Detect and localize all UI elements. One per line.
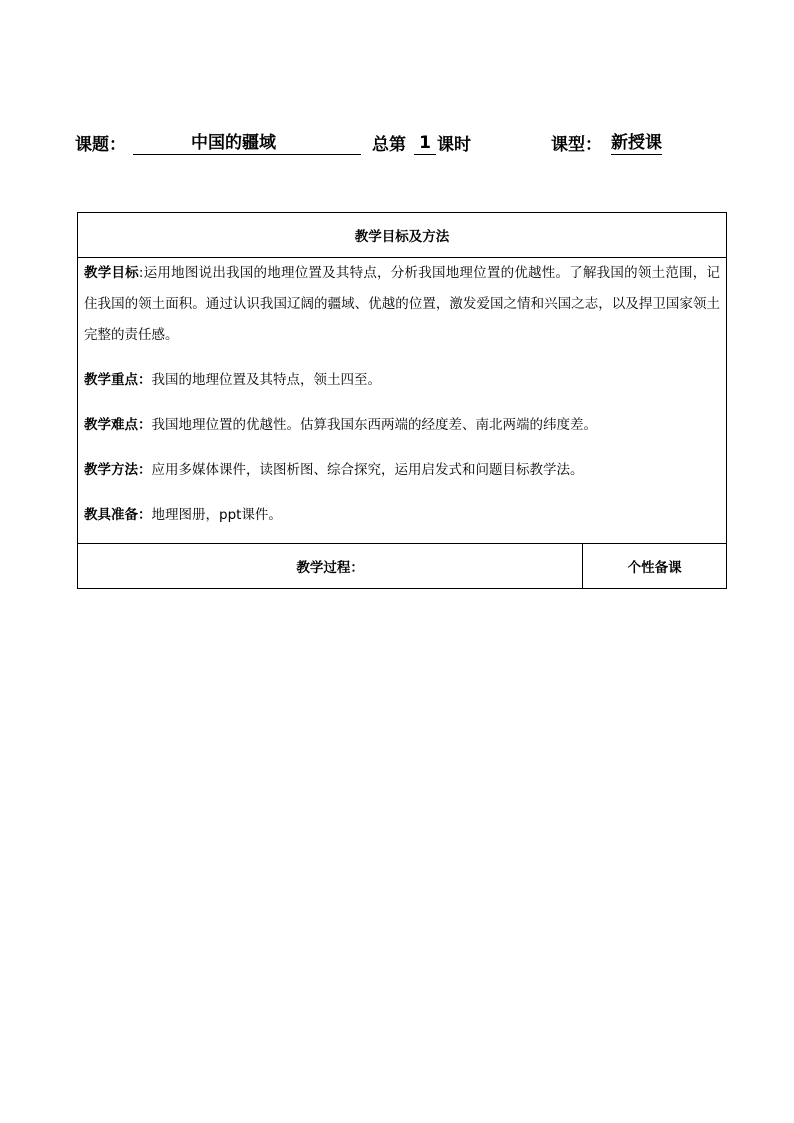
lesson-plan-table [77,212,727,589]
methods-text: 应用多媒体课件，读图析图、综合探究，运用启发式和问题目标教学法。 [151,462,584,478]
materials-label: 教具准备： [84,507,152,523]
objectives-paragraph [84,258,720,351]
topic-label: 课题： [75,135,126,155]
section-title: 教学目标及方法 [78,213,727,258]
type-value: 新授课 [611,133,662,153]
topic-value: 中国的疆域 [133,132,361,155]
teaching-process-header: 教学过程： [78,544,583,589]
objectives-label: 教学目标 [84,265,139,281]
key-points-text: 我国的地理位置及其特点，领土四至。 [151,372,381,388]
materials-paragraph [84,500,720,531]
objectives-text: :运用地图说出我国的地理位置及其特点，分析我国地理位置的优越性。了解我国的领土范围，记住我国的领土面积。通过认识我国辽阔的疆域、优越的位置，激发爱国之情和兴国之志，以及捍卫国家领土完整的责任感。 [84,265,720,343]
methods-paragraph [84,455,720,486]
difficulties-text: 我国地理位置的优越性。估算我国东西两端的经度差、南北两端的纬度差。 [151,417,597,433]
methods-label: 教学方法： [84,462,152,478]
total-lesson-number: 1 [414,132,436,155]
difficulties-label: 教学难点： [84,417,152,433]
lesson-header [75,132,715,158]
key-points-label: 教学重点： [84,372,152,388]
objectives-content [78,258,727,544]
materials-text: 地理图册，ppt课件。 [151,507,282,523]
key-points-paragraph [84,365,720,396]
total-suffix: 课时 [437,135,471,155]
personal-notes-header: 个性备课 [583,544,727,589]
total-prefix: 总第 [372,135,406,155]
difficulties-paragraph [84,410,720,441]
type-label: 课型： [551,135,602,155]
